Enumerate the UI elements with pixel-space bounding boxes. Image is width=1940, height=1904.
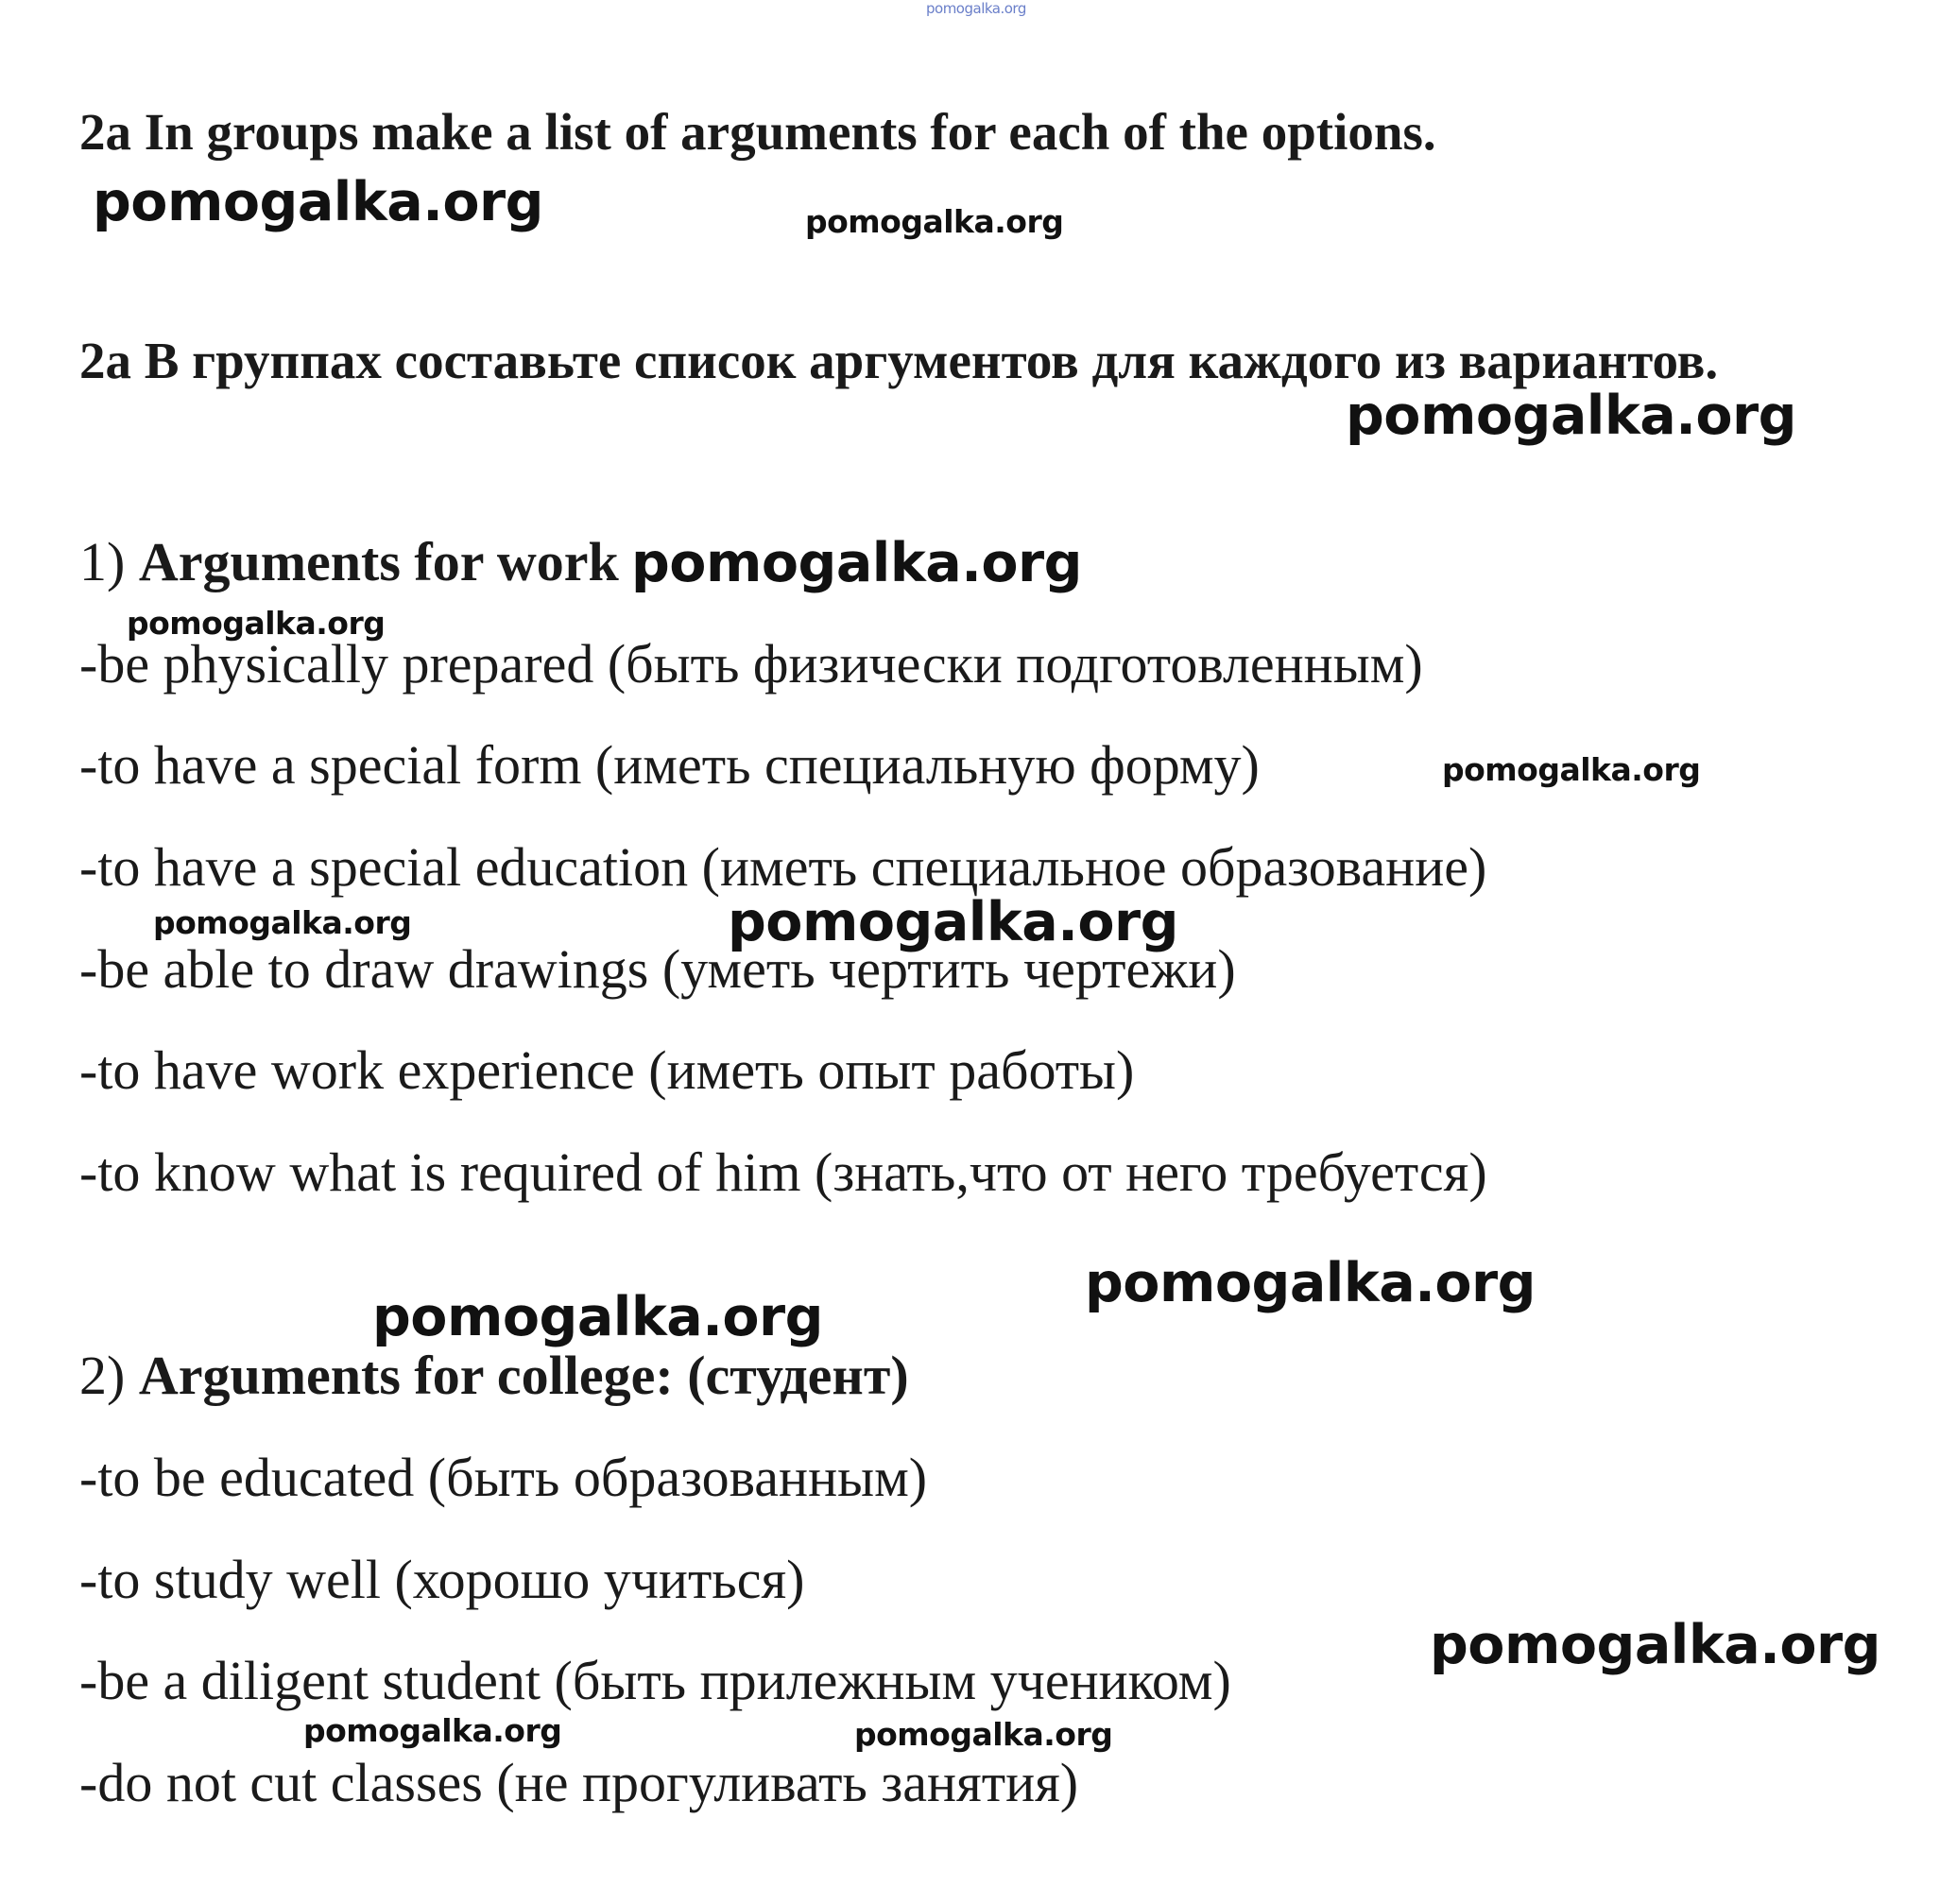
list-item: -to be educated (быть образованным) xyxy=(79,1447,928,1508)
list-item: -to have a special form (иметь специальную форму) xyxy=(79,734,1260,796)
watermark: pomogalka.org xyxy=(93,171,543,233)
watermark: pomogalka.org xyxy=(1430,1614,1880,1676)
watermark: pomogalka.org xyxy=(805,203,1064,240)
section-2-heading xyxy=(79,1345,909,1406)
header-watermark: pomogalka.org xyxy=(926,0,1026,17)
watermark: pomogalka.org xyxy=(1346,385,1796,447)
watermark: pomogalka.org xyxy=(153,904,412,941)
watermark: pomogalka.org xyxy=(728,891,1178,953)
task-heading-english: 2a In groups make a list of arguments for each of the options. xyxy=(79,103,1436,161)
watermark: pomogalka.org xyxy=(1085,1252,1536,1314)
section-1-title: Arguments for work xyxy=(138,531,619,592)
section-1-heading xyxy=(79,531,619,592)
task-heading-russian: 2a В группах составьте список аргументов для каждого из вариантов. xyxy=(79,332,1719,389)
list-item: -to know what is required of him (знать,что от него требуется) xyxy=(79,1141,1487,1203)
list-item: -be a diligent student (быть прилежным учеником) xyxy=(79,1650,1231,1711)
list-item: -to study well (хорошо учиться) xyxy=(79,1549,805,1610)
watermark: pomogalka.org xyxy=(127,605,386,642)
watermark: pomogalka.org xyxy=(854,1716,1113,1753)
watermark: pomogalka.org xyxy=(631,532,1082,594)
list-item: -to have work experience (иметь опыт работы) xyxy=(79,1039,1135,1101)
watermark: pomogalka.org xyxy=(1442,751,1701,788)
list-item: -do not cut classes (не прогуливать занятия) xyxy=(79,1752,1079,1813)
section-2-number: 2) xyxy=(79,1345,139,1406)
watermark: pomogalka.org xyxy=(303,1712,562,1749)
watermark: pomogalka.org xyxy=(372,1286,823,1348)
list-item: -be able to draw drawings (уметь чертить чертежи) xyxy=(79,938,1236,1000)
section-2-title: Arguments for college: (студент) xyxy=(138,1345,909,1406)
list-item: -to have a special education (иметь специальное образование) xyxy=(79,836,1487,898)
list-item: -be physically prepared (быть физически подготовленным) xyxy=(79,633,1423,695)
section-1-number: 1) xyxy=(79,531,139,592)
